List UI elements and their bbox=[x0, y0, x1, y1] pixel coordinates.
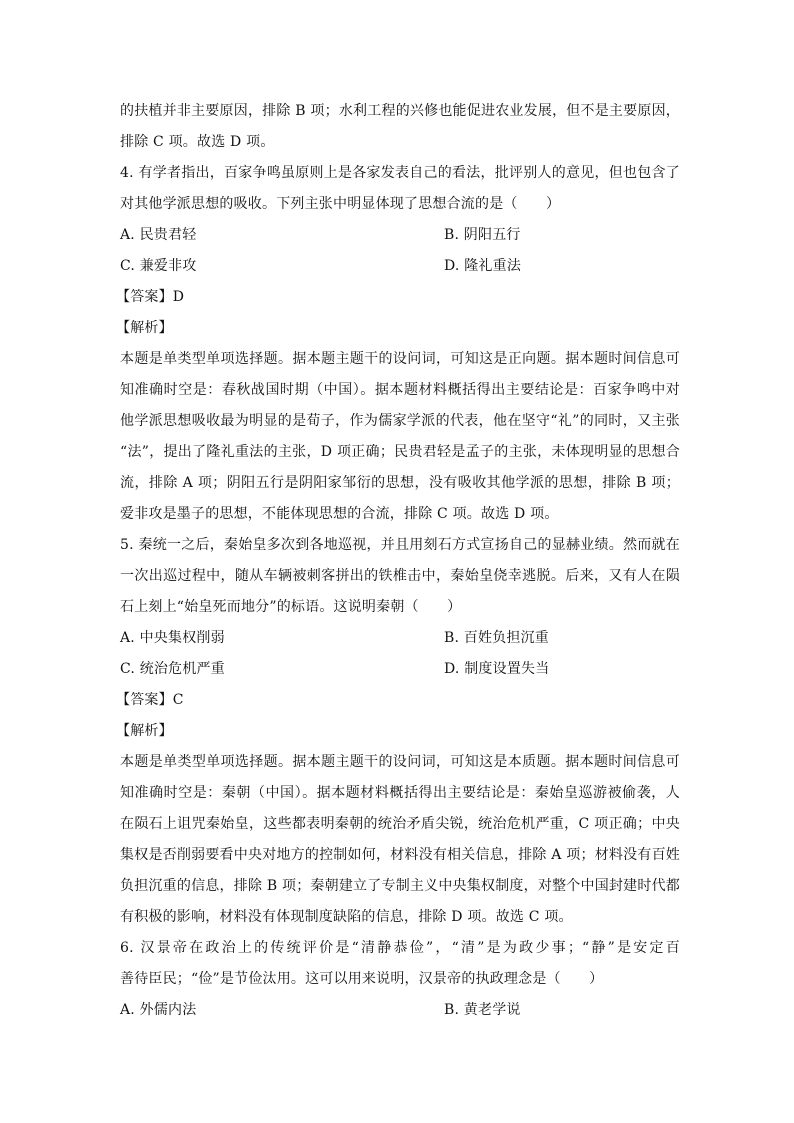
analysis-line: 知准确时空是：春秋战国时期（中国）。据本题材料概括得出主要结论是：百家争鸣中对 bbox=[120, 382, 680, 398]
analysis-line: “法”，提出了隆礼重法的主张，D 项正确；民贵君轻是孟子的主张，未体现明显的思想合 bbox=[120, 444, 680, 460]
analysis-line: 负担沉重的信息，排除 B 项；秦朝建立了专制主义中央集权制度，对整个中国封建时代都 bbox=[120, 878, 680, 894]
option-a: A. 外儒内法 bbox=[120, 1002, 197, 1018]
question-stem-line: 石上刻上“始皇死而地分”的标语。这说明秦朝（ ） bbox=[120, 599, 462, 615]
options-row bbox=[120, 995, 680, 1026]
option-c: C. 兼爱非攻 bbox=[120, 258, 197, 274]
options-row bbox=[120, 654, 680, 685]
option-d: D. 隆礼重法 bbox=[444, 258, 522, 274]
analysis-line: 有积极的影响，材料没有体现制度缺陷的信息，排除 D 项。故选 C 项。 bbox=[120, 909, 573, 925]
text-line: 的扶植并非主要原因，排除 B 项；水利工程的兴修也能促进农业发展，但不是主要原因， bbox=[120, 103, 680, 119]
option-b: B. 百姓负担沉重 bbox=[444, 630, 549, 646]
question-stem-line: 一次出巡过程中，随从车辆被刺客拼出的铁椎击中，秦始皇侥幸逃脱。后来，又有人在陨 bbox=[120, 568, 680, 584]
analysis-line: 他学派思想吸收最为明显的是荀子，作为儒家学派的代表，他在坚守“礼”的同时，又主张 bbox=[120, 413, 680, 429]
text-line: 排除 C 项。故选 D 项。 bbox=[120, 134, 275, 150]
analysis-line: 集权是否削弱要看中央对地方的控制如何，材料没有相关信息，排除 A 项；材料没有百姓 bbox=[120, 847, 680, 863]
analysis-label: 【解析】 bbox=[116, 320, 173, 336]
analysis-line: 在陨石上诅咒秦始皇，这些都表明秦朝的统治矛盾尖锐，统治危机严重，C 项正确；中央 bbox=[120, 816, 680, 832]
analysis-line: 本题是单类型单项选择题。据本题主题干的设问词，可知这是本质题。据本题时间信息可 bbox=[120, 754, 680, 770]
option-a: A. 中央集权削弱 bbox=[120, 630, 225, 646]
analysis-line: 本题是单类型单项选择题。据本题主题干的设问词，可知这是正向题。据本题时间信息可 bbox=[120, 351, 680, 367]
question-6 bbox=[120, 933, 680, 1026]
question-5 bbox=[116, 530, 680, 933]
option-c: C. 统治危机严重 bbox=[120, 661, 225, 677]
question-stem-line: 4. 有学者指出，百家争鸣虽原则上是各家发表自己的看法，批评别人的意见，但也包含了 bbox=[120, 165, 680, 181]
option-d: D. 制度设置失当 bbox=[444, 661, 550, 677]
analysis-line: 知准确时空是：秦朝（中国）。据本题材料概括得出主要结论是：秦始皇巡游被偷袭，人 bbox=[120, 785, 680, 801]
analysis-line: 流，排除 A 项；阴阳五行是阴阳家邹衍的思想，没有吸收其他学派的思想，排除 B 项； bbox=[120, 475, 680, 491]
option-b: B. 黄老学说 bbox=[444, 1002, 521, 1018]
option-b: B. 阴阳五行 bbox=[444, 227, 521, 243]
intro-paragraph bbox=[120, 96, 680, 158]
question-4 bbox=[116, 158, 680, 530]
options-row bbox=[120, 220, 680, 251]
answer-label: 【答案】C bbox=[116, 692, 184, 708]
option-a: A. 民贵君轻 bbox=[120, 227, 197, 243]
analysis-line: 爱非攻是墨子的思想，不能体现思想的合流，排除 C 项。故选 D 项。 bbox=[120, 506, 559, 522]
question-stem-line: 对其他学派思想的吸收。下列主张中明显体现了思想合流的是（ ） bbox=[120, 196, 561, 212]
document-page bbox=[116, 96, 680, 1026]
options-row bbox=[120, 623, 680, 654]
options-row bbox=[120, 251, 680, 282]
question-stem-line: 善待臣民；“俭”是节俭汰用。这可以用来说明，汉景帝的执政理念是（ ） bbox=[120, 971, 604, 987]
answer-label: 【答案】D bbox=[116, 289, 185, 305]
question-stem-line: 5. 秦统一之后，秦始皇多次到各地巡视，并且用刻石方式宣扬自己的显赫业绩。然而就在 bbox=[120, 537, 680, 553]
question-stem-line: 6. 汉景帝在政治上的传统评价是“清静恭俭”，“清”是为政少事；“静”是安定百 bbox=[120, 940, 680, 956]
analysis-label: 【解析】 bbox=[116, 723, 173, 739]
